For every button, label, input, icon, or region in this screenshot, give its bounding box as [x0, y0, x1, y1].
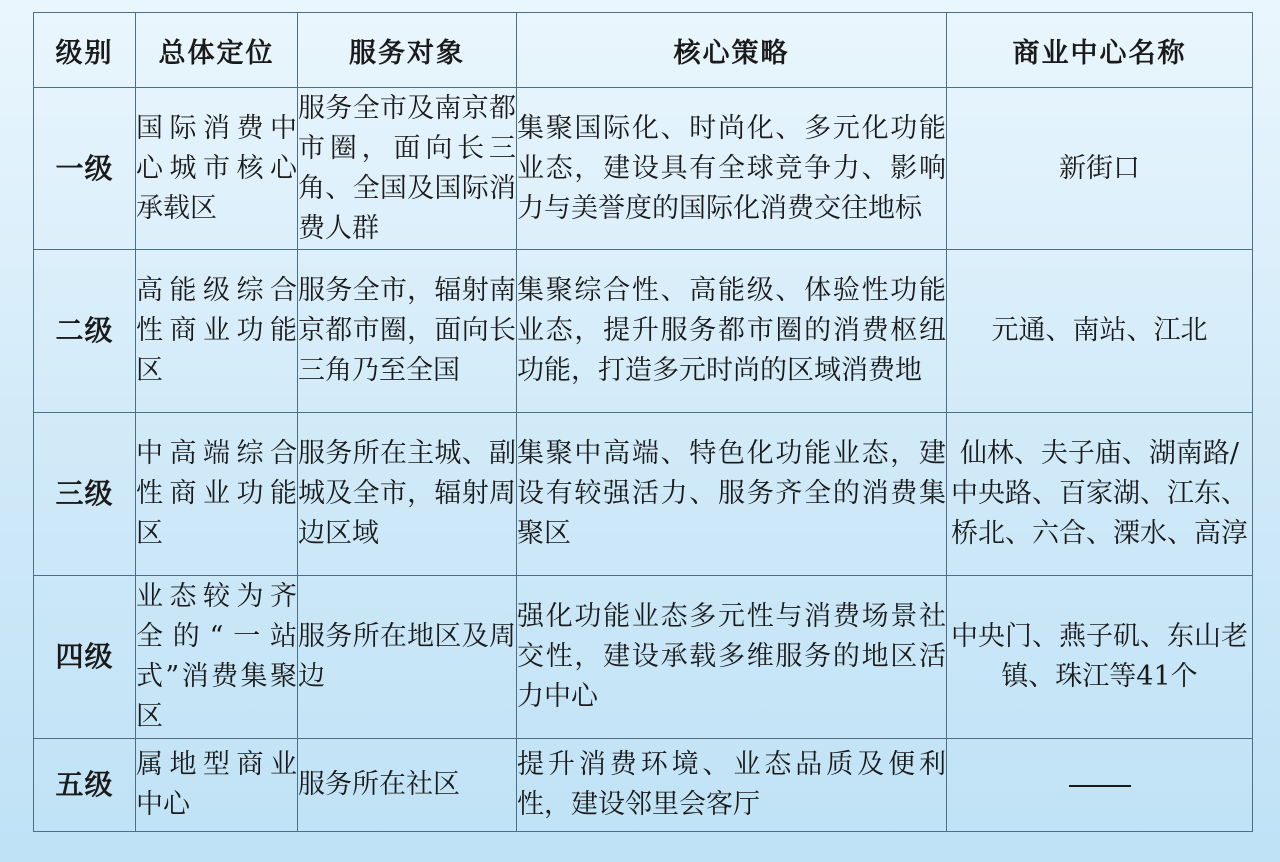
centers-cell: 中央门、燕子矶、东山老镇、珠江等41个: [947, 576, 1253, 739]
header-centers: 商业中心名称: [947, 13, 1253, 88]
positioning-cell: 属地型商业中心: [136, 739, 298, 832]
empty-dash-mark: [1069, 785, 1131, 787]
table-row: [34, 739, 1253, 832]
header-level: 级别: [34, 13, 136, 88]
audience-cell: 服务全市及南京都市圈，面向长三角、全国及国际消费人群: [298, 88, 517, 250]
positioning-cell: 业态较为齐全的“一站式”消费集聚区: [136, 576, 298, 739]
table-row: [34, 413, 1253, 576]
centers-cell: 仙林、夫子庙、湖南路/中央路、百家湖、江东、桥北、六合、溧水、高淳: [947, 413, 1253, 576]
table-row: [34, 88, 1253, 250]
table-row: [34, 576, 1253, 739]
audience-cell: 服务全市，辐射南京都市圈，面向长三角乃至全国: [298, 250, 517, 413]
centers-cell-empty: [947, 739, 1253, 832]
commercial-center-grade-table: [33, 12, 1253, 832]
strategy-cell: 强化功能业态多元性与消费场景社交性，建设承载多维服务的地区活力中心: [517, 576, 947, 739]
strategy-cell: 集聚综合性、高能级、体验性功能业态，提升服务都市圈的消费枢纽功能，打造多元时尚的区域消费地: [517, 250, 947, 413]
header-row: [34, 13, 1253, 88]
level-cell: 五级: [34, 739, 136, 832]
positioning-cell: 国际消费中心城市核心承载区: [136, 88, 298, 250]
centers-cell: 新街口: [947, 88, 1253, 250]
level-cell: 三级: [34, 413, 136, 576]
strategy-cell: 集聚中高端、特色化功能业态，建设有较强活力、服务齐全的消费集聚区: [517, 413, 947, 576]
strategy-cell: 提升消费环境、业态品质及便利性，建设邻里会客厅: [517, 739, 947, 832]
audience-cell: 服务所在主城、副城及全市，辐射周边区域: [298, 413, 517, 576]
strategy-cell: 集聚国际化、时尚化、多元化功能业态，建设具有全球竞争力、影响力与美誉度的国际化消费交往地标: [517, 88, 947, 250]
audience-cell: 服务所在地区及周边: [298, 576, 517, 739]
level-cell: 四级: [34, 576, 136, 739]
level-cell: 一级: [34, 88, 136, 250]
header-positioning: 总体定位: [136, 13, 298, 88]
positioning-cell: 高能级综合性商业功能区: [136, 250, 298, 413]
header-audience: 服务对象: [298, 13, 517, 88]
table-row: [34, 250, 1253, 413]
level-cell: 二级: [34, 250, 136, 413]
positioning-cell: 中高端综合性商业功能区: [136, 413, 298, 576]
centers-cell: 元通、南站、江北: [947, 250, 1253, 413]
audience-cell: 服务所在社区: [298, 739, 517, 832]
header-strategy: 核心策略: [517, 13, 947, 88]
